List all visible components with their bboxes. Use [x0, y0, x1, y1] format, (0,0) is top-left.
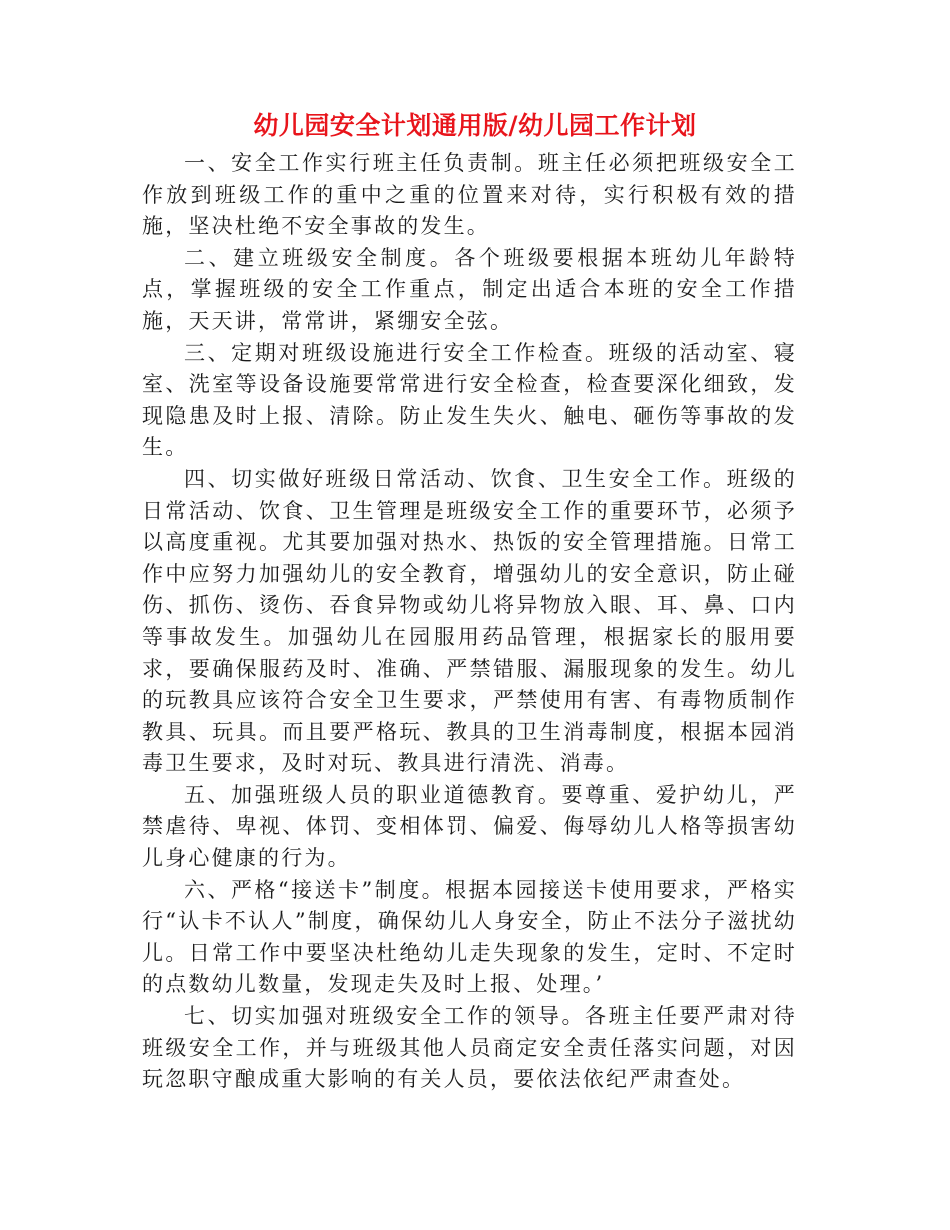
paragraph-2: 二、建立班级安全制度。各个班级要根据本班幼儿年龄特点，掌握班级的安全工作重点，制定出适合本班的安全工作措施，天天讲，常常讲，紧绷安全弦。 [142, 245, 797, 333]
paragraph-7: 七、切实加强对班级安全工作的领导。各班主任要严肃对待班级安全工作，并与班级其他人员商定安全责任落实问题，对因玩忽职守酿成重大影响的有关人员，要依法依纪严肃查处。 [142, 1004, 797, 1092]
document-title: 幼儿园安全计划通用版/幼儿园工作计划 [253, 111, 697, 140]
document-body [142, 148, 797, 1096]
paragraph-3: 三、定期对班级设施进行安全工作检查。班级的活动室、寝室、洗室等设备设施要常常进行安全检查，检查要深化细致，发现隐患及时上报、清除。防止发生失火、触电、砸伤等事故的发生。 [142, 340, 797, 460]
paragraph-5: 五、加强班级人员的职业道德教育。要尊重、爱护幼儿，严禁虐待、卑视、体罚、变相体罚、偏爱、侮辱幼儿人格等损害幼儿身心健康的行为。 [142, 782, 797, 871]
paragraph-6: 六、严格“接送卡”制度。根据本园接送卡使用要求，严格实行“认卡不认人”制度，确保幼儿人身安全，防止不法分子滋扰幼儿。日常工作中要坚决杜绝幼儿走失现象的发生，定时、不定时的点数幼儿数量，发现走失及时上报、处理。’ [142, 877, 797, 997]
paragraph-1: 一、安全工作实行班主任负责制。班主任必须把班级安全工作放到班级工作的重中之重的位置来对待，实行积极有效的措施，坚决杜绝不安全事故的发生。 [142, 151, 797, 239]
paragraph-4: 四、切实做好班级日常活动、饮食、卫生安全工作。班级的日常活动、饮食、卫生管理是班级安全工作的重要环节，必须予以高度重视。尤其要加强对热水、热饭的安全管理措施。日常工作中应努力加强幼儿的安全教育，增强幼儿的安全意识，防止碰伤、抓伤、烫伤、吞食异物或幼儿将异物放入眼、耳、鼻、口内等事故发生。加强幼儿在园服用药品管理，根据家长的服用要求，要确保服药及时、准确、严禁错服、漏服现象的发生。幼儿的玩教具应该符合安全卫生要求，严禁使用有害、有毒物质制作教具、玩具。而且要严格玩、教具的卫生消毒制度，根据本园消毒卫生要求，及时对玩、教具进行清洗、消毒。 [142, 466, 797, 776]
